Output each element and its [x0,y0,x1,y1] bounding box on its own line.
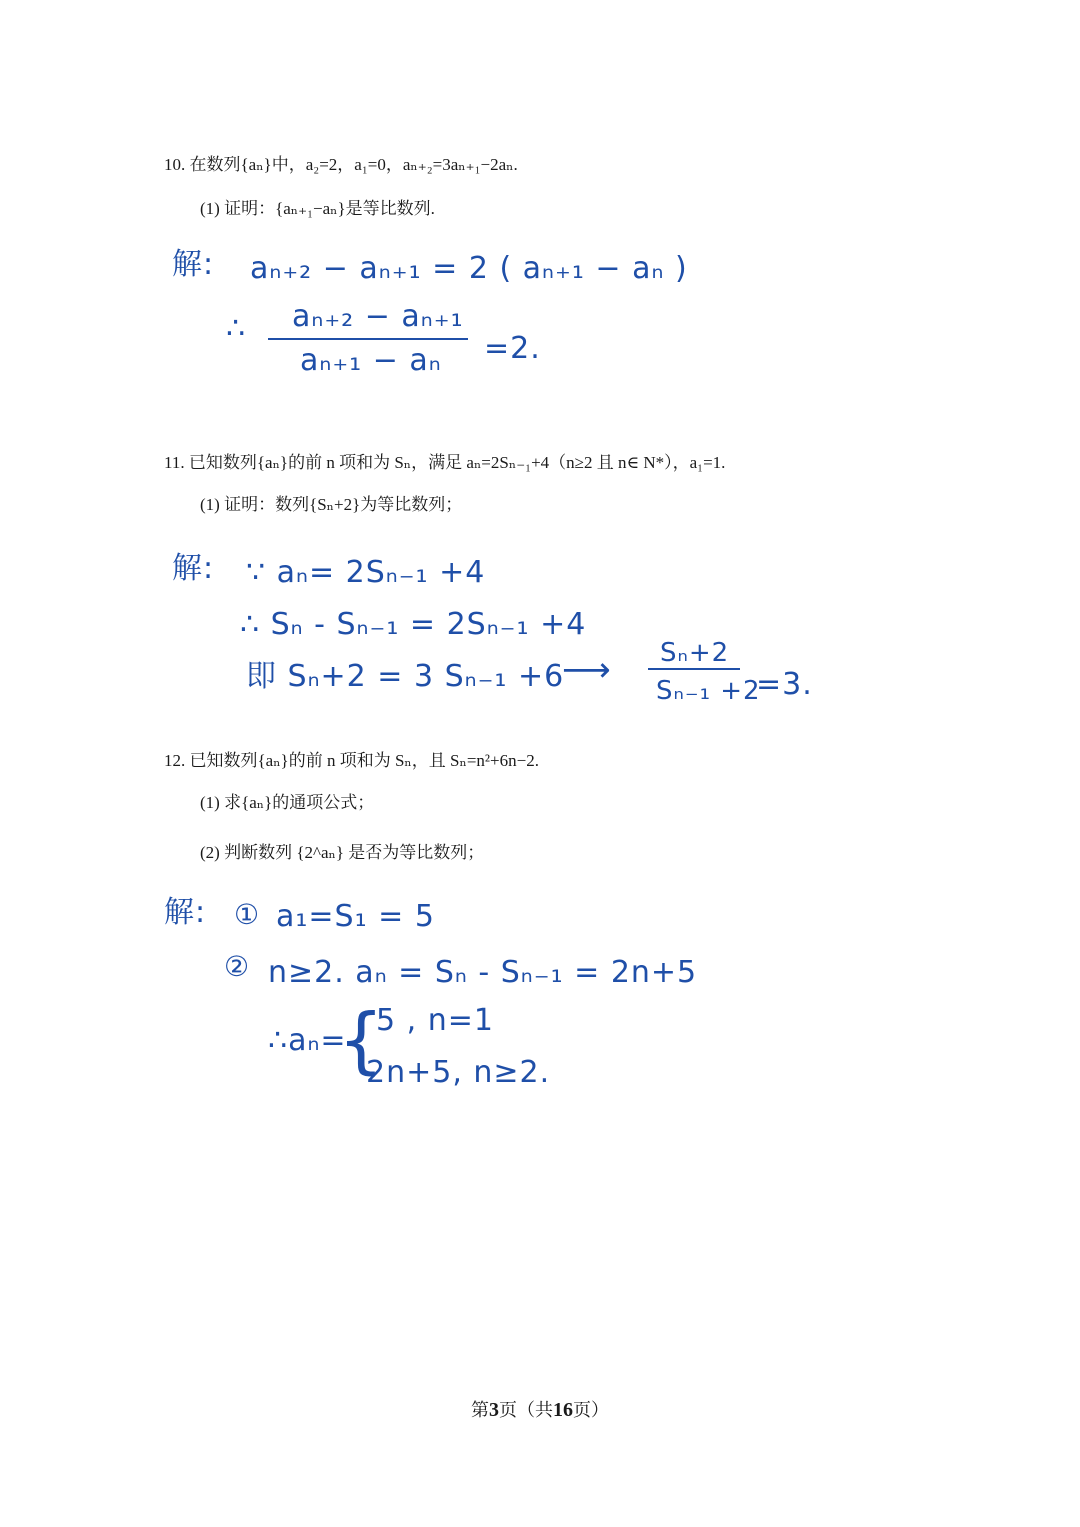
q12-stem [164,750,539,772]
q11-stem [164,452,725,474]
footer-total-pages: 16 [553,1399,573,1421]
q12-part1: (1) 求{aₙ}的通项公式； [200,793,375,812]
q12-stem-text: 已知数列{aₙ}的前 n 项和为 Sₙ，且 Sₙ=n²+6n−2. [189,751,539,770]
q11-arrow-icon: ⟶ [562,650,611,690]
footer-page-number: 3 [489,1399,499,1421]
q12-mark1-icon: ① [234,898,260,931]
q12-brace: { [338,998,384,1082]
q11-solution-line1: ∵ aₙ= 2Sₙ₋₁ +4 [246,555,486,590]
q12-number: 12. [164,751,186,770]
q12-case2: 2n+5, n≥2. [366,1055,551,1090]
q10-number: 10. [164,155,186,174]
q12-case1: 5 , n=1 [376,1003,494,1038]
q11-solution-line2: ∴ Sₙ - Sₙ₋₁ = 2Sₙ₋₁ +4 [240,607,587,642]
q10-result: =2. [484,331,541,366]
q12-solution-label: 解: [164,895,207,930]
q12-solution-line1: a₁=S₁ = 5 [276,899,435,934]
q11-solution-label: 解: [172,551,215,586]
q10-therefore: ∴ [226,311,247,346]
q10-solution-line1: aₙ₊₂ − aₙ₊₁ = 2 ( aₙ₊₁ − aₙ ) [250,251,688,286]
q10-fraction-bar [268,338,468,340]
q12-mark2-icon: ② [224,950,250,983]
q10-stem [164,154,518,176]
q12-therefore: ∴aₙ= [268,1023,347,1058]
q10-solution-label: 解: [172,247,215,282]
footer-prefix: 第 [471,1400,489,1421]
q12-solution-line2: n≥2. aₙ = Sₙ - Sₙ₋₁ = 2n+5 [268,955,698,990]
q10-stem-prefix: 在数列 [189,155,241,174]
page-footer [0,1396,1080,1422]
q11-denominator: Sₙ₋₁ +2 [656,676,761,706]
q11-numerator: Sₙ+2 [660,638,730,668]
q10-part1: (1) 证明：{aₙ₊₁−aₙ}是等比数列. [200,199,435,218]
q11-solution-line3: 即 Sₙ+2 = 3 Sₙ₋₁ +6 [246,659,565,694]
q12-part2: (2) 判断数列 {2^aₙ} 是否为等比数列； [200,843,485,862]
q10-stem-body: {aₙ}中，a₂=2，a₁=0，aₙ₊₂=3aₙ₊₁−2aₙ. [240,155,518,174]
q11-number: 11. [164,453,185,472]
q11-stem-text: 已知数列{aₙ}的前 n 项和为 Sₙ，满足 aₙ=2Sₙ₋₁+4（n≥2 且 n∈ N*），a₁=1. [188,453,726,472]
footer-middle: 页（共 [499,1400,553,1421]
q11-part1: (1) 证明：数列{Sₙ+2}为等比数列； [200,495,463,514]
q11-fraction-bar [648,668,740,670]
q11-result: =3. [756,667,813,702]
footer-suffix: 页） [573,1400,609,1421]
q10-numerator: aₙ₊₂ − aₙ₊₁ [292,299,464,334]
q10-denominator: aₙ₊₁ − aₙ [300,343,442,378]
